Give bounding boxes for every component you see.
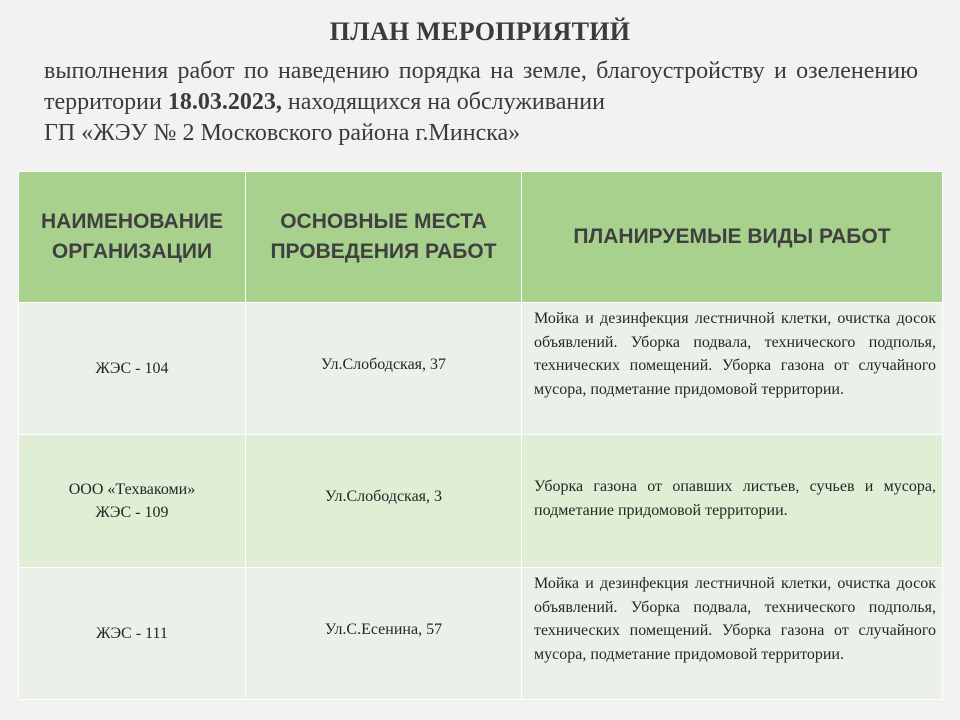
page-subtitle — [44, 56, 918, 149]
location-text: Ул.Слободская, 3 — [324, 488, 443, 506]
table-row — [19, 303, 943, 435]
plan-table — [18, 171, 943, 700]
table-header-row — [19, 172, 943, 303]
works-text: Мойка и дезинфекция лестничной клетки, очистка досок объявлений. Уборка подвала, технического подполья, технических помещений. Уборка газона от случайного мусора, подметание придомовой территории. — [534, 575, 936, 663]
works-text: Мойка и дезинфекция лестничной клетки, очистка досок объявлений. Уборка подвала, технического подполья, технических помещений. Уборка газона от случайного мусора, подметание придомовой территории. — [534, 310, 936, 398]
location-text: Ул.Слободская, 37 — [320, 355, 447, 373]
organization-unit: ЖЭС - 109 — [95, 504, 169, 521]
column-header-works: ПЛАНИРУЕМЫЕ ВИДЫ РАБОТ — [522, 172, 943, 303]
cell-organization — [19, 435, 246, 568]
works-text: Уборка газона от опавших листьев, сучьев и мусора, подметание придомовой территории. — [534, 478, 936, 519]
table-row — [19, 435, 943, 568]
cell-location — [246, 568, 522, 700]
column-header-organization: НАИМЕНОВАНИЕ ОРГАНИЗАЦИИ — [19, 172, 246, 303]
cell-organization — [19, 303, 246, 435]
organization-name: ООО «Техвакоми» — [68, 480, 196, 498]
subtitle-text: выполнения работ по наведению порядка на земле, благоустройству и озеленению территории — [44, 58, 918, 115]
subtitle-organization: ГП «ЖЭУ № 2 Московского района г.Минска» — [44, 120, 521, 146]
cell-location — [246, 435, 522, 568]
column-header-location: ОСНОВНЫЕ МЕСТА ПРОВЕДЕНИЯ РАБОТ — [246, 172, 522, 303]
organization-name: ЖЭС - 111 — [96, 624, 168, 642]
location-text: Ул.С.Есенина, 57 — [324, 620, 443, 638]
page-title: ПЛАН МЕРОПРИЯТИЙ — [329, 17, 631, 46]
cell-works — [522, 303, 943, 435]
cell-organization — [19, 568, 246, 700]
cell-works — [522, 568, 943, 700]
cell-works — [522, 435, 943, 568]
subtitle-date: 18.03.2023, — [167, 89, 282, 115]
subtitle-text-end: находящихся на обслуживании — [281, 89, 605, 115]
organization-name: ЖЭС - 104 — [95, 359, 169, 377]
table-row — [19, 568, 943, 700]
cell-location — [246, 303, 522, 435]
